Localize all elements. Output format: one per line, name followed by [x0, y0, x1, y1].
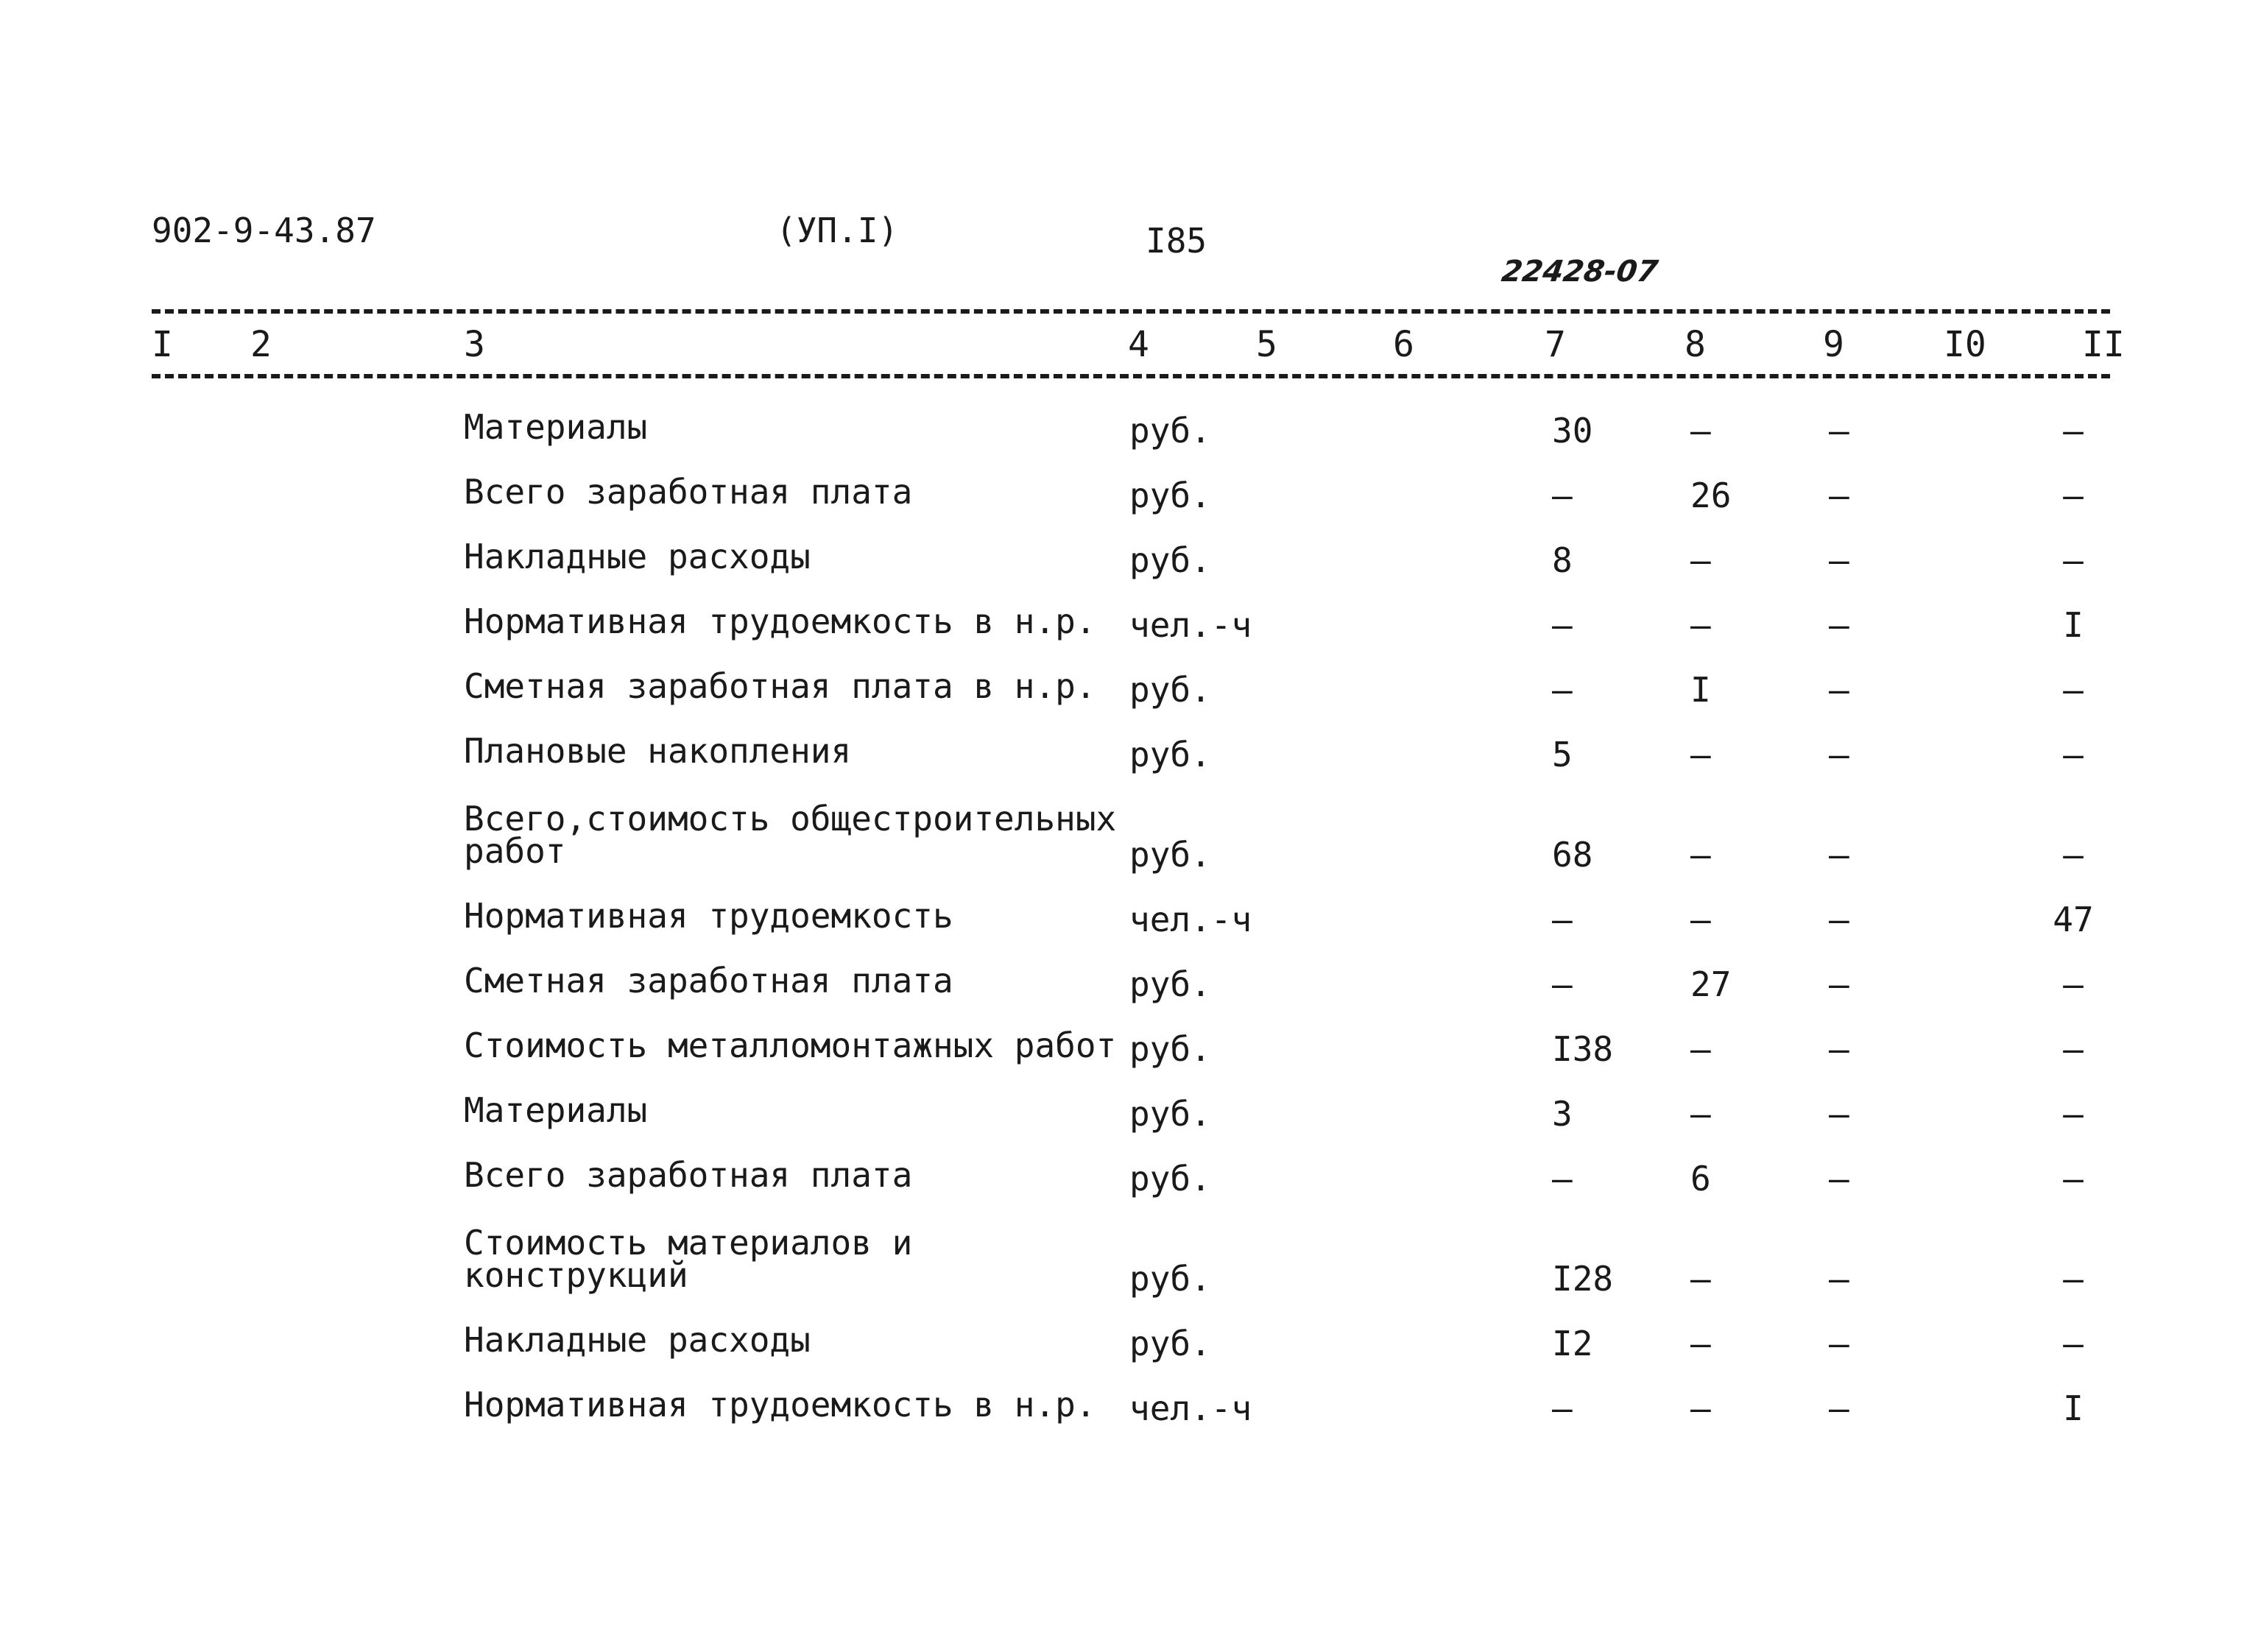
cell-col-8: –	[1690, 540, 1711, 580]
row-unit: чел.-ч	[1129, 900, 1252, 939]
cell-col-7: –	[1552, 1388, 1573, 1428]
row-unit: чел.-ч	[1129, 605, 1252, 645]
column-number: 9	[1823, 324, 1844, 365]
column-number: 7	[1545, 324, 1566, 365]
row-unit: руб.	[1129, 1159, 1211, 1199]
column-number: 2	[250, 324, 272, 365]
row-name: Всего заработная плата	[464, 472, 913, 512]
row-name: Материалы	[464, 407, 648, 447]
row-name: Всего,стоимость общестроительных работ	[464, 799, 1117, 871]
column-number: 5	[1256, 324, 1277, 365]
cell-col-8: 6	[1690, 1159, 1711, 1199]
row-name: Нормативная трудоемкость	[464, 896, 953, 936]
cell-col-11: –	[2063, 835, 2084, 875]
row-name: Стоимость материалов и конструкций	[464, 1223, 913, 1295]
cell-col-9: –	[1829, 411, 1849, 451]
cell-col-9: –	[1829, 964, 1849, 1004]
column-number: I0	[1944, 324, 1986, 365]
cell-col-11: –	[2063, 1259, 2084, 1299]
header-rule-top	[152, 309, 2110, 314]
row-unit: руб.	[1129, 964, 1211, 1004]
cell-col-7: I2	[1552, 1324, 1593, 1363]
row-unit: руб.	[1129, 1029, 1211, 1069]
cell-col-11: –	[2063, 670, 2084, 710]
cell-col-11: –	[2063, 1159, 2084, 1199]
cell-col-7: –	[1552, 1159, 1573, 1199]
cell-col-9: –	[1829, 900, 1849, 939]
row-unit: руб.	[1129, 476, 1211, 515]
cell-col-11: I	[2063, 1388, 2084, 1428]
row-unit: руб.	[1129, 1324, 1211, 1363]
cell-col-11: –	[2063, 1324, 2084, 1363]
cell-col-7: I38	[1552, 1029, 1614, 1069]
row-unit: руб.	[1129, 411, 1211, 451]
cell-col-7: –	[1552, 476, 1573, 515]
cell-col-9: –	[1829, 1159, 1849, 1199]
cell-col-9: –	[1829, 1094, 1849, 1134]
document-code: 902-9-43.87	[152, 211, 376, 250]
cell-col-11: –	[2063, 476, 2084, 515]
cell-col-11: –	[2063, 1029, 2084, 1069]
header-rule-bottom	[152, 374, 2110, 378]
cell-col-9: –	[1829, 735, 1849, 774]
cell-col-9: –	[1829, 1324, 1849, 1363]
registration-stamp: 22428-07	[1499, 255, 1660, 289]
cell-col-9: –	[1829, 1029, 1849, 1069]
row-name: Плановые накопления	[464, 731, 852, 771]
cell-col-11: I	[2063, 605, 2084, 645]
cell-col-7: –	[1552, 605, 1573, 645]
cell-col-7: 8	[1552, 540, 1573, 580]
cell-col-7: I28	[1552, 1259, 1614, 1299]
cell-col-11: 47	[2053, 900, 2094, 939]
cell-col-9: –	[1829, 540, 1849, 580]
cell-col-8: –	[1690, 1259, 1711, 1299]
cell-col-11: –	[2063, 964, 2084, 1004]
row-unit: руб.	[1129, 540, 1211, 580]
cell-col-8: I	[1690, 670, 1711, 710]
cell-col-11: –	[2063, 540, 2084, 580]
row-name: Всего заработная плата	[464, 1155, 913, 1195]
row-unit: руб.	[1129, 1259, 1211, 1299]
cell-col-8: –	[1690, 835, 1711, 875]
cell-col-8: –	[1690, 1324, 1711, 1363]
cell-col-11: –	[2063, 1094, 2084, 1134]
cell-col-9: –	[1829, 1388, 1849, 1428]
cell-col-9: –	[1829, 605, 1849, 645]
cell-col-8: –	[1690, 605, 1711, 645]
cell-col-7: 3	[1552, 1094, 1573, 1134]
cell-col-7: 5	[1552, 735, 1573, 774]
column-number: II	[2082, 324, 2125, 365]
column-number: I	[152, 324, 173, 365]
row-unit: чел.-ч	[1129, 1388, 1252, 1428]
row-name: Сметная заработная плата	[464, 961, 953, 1000]
cell-col-7: 68	[1552, 835, 1593, 875]
row-name: Материалы	[464, 1090, 648, 1130]
row-name: Накладные расходы	[464, 537, 811, 576]
album-number: (УП.I)	[776, 211, 899, 250]
column-number: 6	[1393, 324, 1414, 365]
row-unit: руб.	[1129, 735, 1211, 774]
cell-col-11: –	[2063, 411, 2084, 451]
row-name: Нормативная трудоемкость в н.р.	[464, 601, 1096, 641]
cell-col-9: –	[1829, 835, 1849, 875]
row-unit: руб.	[1129, 835, 1211, 875]
cell-col-8: 26	[1690, 476, 1732, 515]
cell-col-8: –	[1690, 411, 1711, 451]
cell-col-7: –	[1552, 900, 1573, 939]
column-number: 3	[464, 324, 485, 365]
cell-col-8: 27	[1690, 964, 1732, 1004]
row-name: Сметная заработная плата в н.р.	[464, 666, 1096, 706]
cell-col-7: –	[1552, 670, 1573, 710]
cell-col-9: –	[1829, 1259, 1849, 1299]
row-name: Нормативная трудоемкость в н.р.	[464, 1385, 1096, 1425]
cell-col-7: –	[1552, 964, 1573, 1004]
column-number: 4	[1128, 324, 1149, 365]
row-name: Накладные расходы	[464, 1320, 811, 1360]
cell-col-9: –	[1829, 476, 1849, 515]
cell-col-11: –	[2063, 735, 2084, 774]
cell-col-8: –	[1690, 1388, 1711, 1428]
cell-col-9: –	[1829, 670, 1849, 710]
row-unit: руб.	[1129, 1094, 1211, 1134]
row-unit: руб.	[1129, 670, 1211, 710]
cell-col-8: –	[1690, 900, 1711, 939]
cell-col-8: –	[1690, 735, 1711, 774]
column-number: 8	[1685, 324, 1706, 365]
row-name: Стоимость металломонтажных работ	[464, 1026, 1117, 1065]
cell-col-8: –	[1690, 1094, 1711, 1134]
page-number: I85	[1146, 221, 1207, 261]
cell-col-7: 30	[1552, 411, 1593, 451]
cell-col-8: –	[1690, 1029, 1711, 1069]
